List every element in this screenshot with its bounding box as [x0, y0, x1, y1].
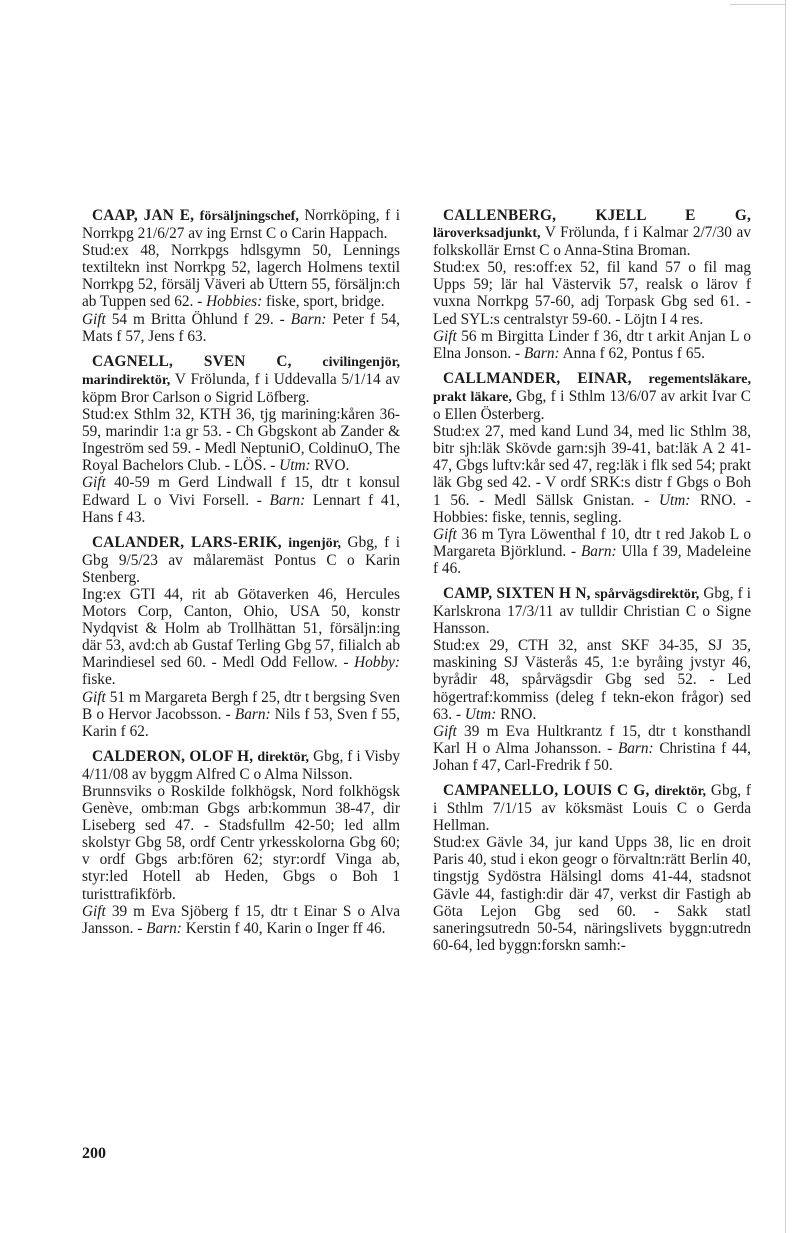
entry-title: civilingenjör, marindirektör,: [82, 354, 401, 388]
entry-name: CAGNELL, SVEN C,: [92, 352, 292, 370]
entry-children-label: Barn:: [580, 542, 617, 560]
entry-head: Gbg, f i Sthlm 7/1/15 av köksmäst Louis C o Gerda Hellman.: [433, 782, 751, 835]
entry-career-label: Hobby:: [354, 654, 400, 672]
entry-head: Gbg, f i Visby 4/11/08 av byggm Alfred C o Alma Nilsson.: [82, 747, 401, 783]
entry-career-label: Utm:: [658, 491, 691, 509]
entry-career: Stud:ex 29, CTH 32, anst SKF 34-35, SJ 35, maskining SJ Västerås 45, 1:e byråing jvstyr 46, byrådir 48, spårvägsdir Gbg sed 52. - Led högertraf:kommiss (deleg f tekn-ekon frågor) sed 63. -: [433, 637, 751, 723]
entry-children: Anna f 62, Pontus f 65.: [562, 344, 705, 362]
entry-career: Stud:ex 27, med kand Lund 34, med lic Sthlm 38, bitr sjh:läk Skövde garn:sjh 39-41, bat:läk A 2 41-47, Gbgs luftv:kår sed 47, reg:läk i flk sed 54; prakt läk Gbg sed 42. - V ordf SRK:s distr f Gbgs o Boh 1 56. - Medl Sällsk Gnistan. -: [433, 423, 751, 509]
entry-title: försäljningschef,: [199, 209, 299, 224]
entry-family-label: Gift: [433, 525, 457, 543]
entry-children-label: Barn:: [523, 344, 560, 362]
entry-family-label: Gift: [433, 722, 457, 740]
biography-entry: [82, 534, 400, 740]
entry-head: Gbg, f i Gbg 9/5/23 av målaremäst Pontus C o Karin Stenberg.: [82, 533, 400, 586]
entry-head: V Frölunda, f i Kalmar 2/7/30 av folkskollär Ernst C o Anna-Stina Broman.: [433, 224, 751, 260]
entry-career: Stud:ex Gävle 34, jur kand Upps 38, lic en droit Paris 40, stud i ekon geogr o förvaltn:rätt Berlin 40, tingstjg Sydöstra Hälsingl doms 41-44, stadsnot Gävle 44, fastigh:dir där 47, verkst dir Fastigh ab Göta Lejon Gbg sed 60. - Sakk statl saneringsutredn 50-54, näringslivets byggn:utredn 60-64, led byggn:forskn samh:-: [433, 834, 751, 954]
entry-career: Stud:ex 48, Norrkpgs hdlsgymn 50, Lennings textiltekn inst Norrkpg 52, lagerch Holmens textil Norrkpg 52, försälj Väveri ab Uttern 55, försäljn:ch ab Tuppen sed 62. -: [82, 242, 400, 311]
biography-entry: [433, 207, 751, 362]
entry-children-label: Barn:: [290, 310, 327, 328]
right-column: [433, 207, 751, 962]
biography-entry: [433, 585, 751, 774]
entry-title: direktör,: [257, 749, 310, 765]
entry-name: CALANDER, LARS-ERIK,: [92, 533, 282, 551]
entry-name: CAMPANELLO, LOUIS C G,: [443, 782, 650, 799]
entry-head: V Frölunda, f i Uddevalla 5/1/14 av köpm Bror Carlson o Sigrid Löfberg.: [82, 370, 400, 406]
entry-family-label: Gift: [82, 902, 106, 920]
entry-children-label: Barn:: [269, 491, 306, 509]
entry-family-label: Gift: [82, 310, 106, 328]
biography-entry: [433, 370, 751, 577]
entry-family: 40-59 m Gerd Lindwall f 15, dtr t konsul Edward L o Vivi Forsell. -: [82, 474, 401, 509]
entry-career-tail: RVO.: [314, 457, 350, 475]
entry-family: 51 m Margareta Bergh f 25, dtr t bergsing Sven B o Hervor Jacobsson. -: [82, 688, 400, 723]
page-number: 200: [82, 1145, 106, 1162]
entry-title: läroverksadjunkt,: [433, 226, 541, 242]
entry-career-tail: fiske.: [82, 671, 116, 689]
entry-career: Ing:ex GTI 44, rit ab Götaverken 46, Hercules Motors Corp, Canton, Ohio, USA 50, konstr Nydqvist & Holm ab Trollhättan 51, försäljn:ing där 53, avd:ch ab Gustaf Terling Gbg 57, filialch ab Marindiesel sed 60. - Medl Odd Fellow. -: [82, 585, 400, 672]
entry-family: 54 m Britta Öhlund f 29. -: [111, 310, 285, 328]
scan-edge-right: [785, 0, 786, 1233]
entry-career: Stud:ex 50, res:off:ex 52, fil kand 57 o fil mag Upps 59; lär hal Västervik 57, realsk o lärov f vuxna Norrkpg 57-60, adj Torpask Gbg sed 61. - Led SYL:s centralstyr 59-60. - Löjtn I 4 res.: [433, 259, 751, 328]
entry-family-label: Gift: [433, 327, 457, 345]
biography-entry: [82, 748, 400, 937]
entry-head: Gbg, f i Karlskrona 17/3/11 av tulldir Christian C o Signe Hansson.: [433, 584, 751, 638]
entry-children-label: Barn:: [617, 739, 654, 757]
entry-family-label: Gift: [82, 474, 106, 492]
biography-entry: [82, 207, 400, 345]
biography-entry: [433, 782, 751, 954]
entry-career-label: Hobbies:: [206, 293, 263, 311]
entry-title: spårvägsdirektör,: [594, 586, 700, 602]
entry-title: direktör,: [654, 784, 707, 799]
entry-career-tail: fiske, sport, bridge.: [266, 293, 385, 311]
left-column: [82, 207, 400, 945]
entry-children: Ulla f 39, Madeleine f 46.: [433, 542, 751, 577]
biography-entry: [82, 353, 400, 526]
entry-family: 56 m Birgitta Linder f 36, dtr t arkit Anjan L o Elna Jonson. -: [433, 327, 752, 362]
entry-children-label: Barn:: [146, 919, 182, 937]
entry-name: CALLENBERG, KJELL E G,: [443, 207, 751, 224]
entry-title: ingenjör,: [288, 535, 342, 551]
entry-name: CALLMANDER, EINAR,: [443, 369, 632, 387]
entry-name: CAMP, SIXTEN H N,: [443, 584, 591, 602]
entry-career-label: Utm:: [464, 705, 497, 723]
entry-title: regementsläkare, prakt läkare,: [433, 371, 752, 405]
entry-family: 39 m Eva Sjöberg f 15, dtr t Einar S o Alva Jansson. -: [82, 902, 401, 937]
entry-children: Kerstin f 40, Karin o Inger ff 46.: [185, 919, 386, 937]
entry-name: CALDERON, OLOF H,: [92, 747, 254, 765]
entry-head: Norrköping, f i Norrkpg 21/6/27 av ing Ernst C o Carin Happach.: [82, 207, 400, 243]
entry-career: Stud:ex Sthlm 32, KTH 36, tjg marining:kåren 36-59, marindir 1:a gr 53. - Ch Gbgskont ab Zander & Ingeström sed 59. - Medl NeptuniO, ColdinuO, The Royal Bachelors Club. - LÖS. -: [82, 406, 400, 475]
entry-children: Peter f 54, Mats f 57, Jens f 63.: [82, 310, 400, 345]
entry-family-label: Gift: [82, 688, 106, 706]
entry-children: Nils f 53, Sven f 55, Karin f 62.: [82, 705, 400, 740]
scan-edge-top: [730, 4, 785, 5]
entry-career-tail: RNO. - Hobbies: fiske, tennis, segling.: [433, 491, 752, 526]
entry-head: Gbg, f i Sthlm 13/6/07 av arkit Ivar C o Ellen Österberg.: [433, 387, 751, 424]
entry-children: Christina f 44, Johan f 47, Carl-Fredrik f 50.: [433, 739, 751, 774]
entry-family: 39 m Eva Hultkrantz f 15, dtr t konsthandl Karl H o Alma Johansson. -: [433, 722, 751, 757]
entry-career: Brunnsviks o Roskilde folkhögsk, Nord folkhögsk Genève, omb:man Gbgs arb:kommun 38-47, dir Liseberg sed 47. - Stadsfullm 42-50; led allm skolstyr Gbg 58, ordf Centr yrkesskolorna Gbg 60; v ordf Gbgs arb:fören 62; styr:ordf Vinga ab, styr:led Hotell ab Heden, Gbgs o Boh 1 turisttrafikförb.: [82, 783, 400, 903]
entry-children-label: Barn:: [234, 705, 271, 723]
entry-family: 36 m Tyra Löwenthal f 10, dtr t red Jakob L o Margareta Björklund. -: [433, 525, 751, 560]
entry-career-label: Utm:: [279, 457, 311, 475]
entry-children: Lennart f 41, Hans f 43.: [82, 491, 401, 526]
entry-name: CAAP, JAN E,: [92, 207, 195, 224]
entry-career-tail: RNO.: [500, 705, 537, 723]
